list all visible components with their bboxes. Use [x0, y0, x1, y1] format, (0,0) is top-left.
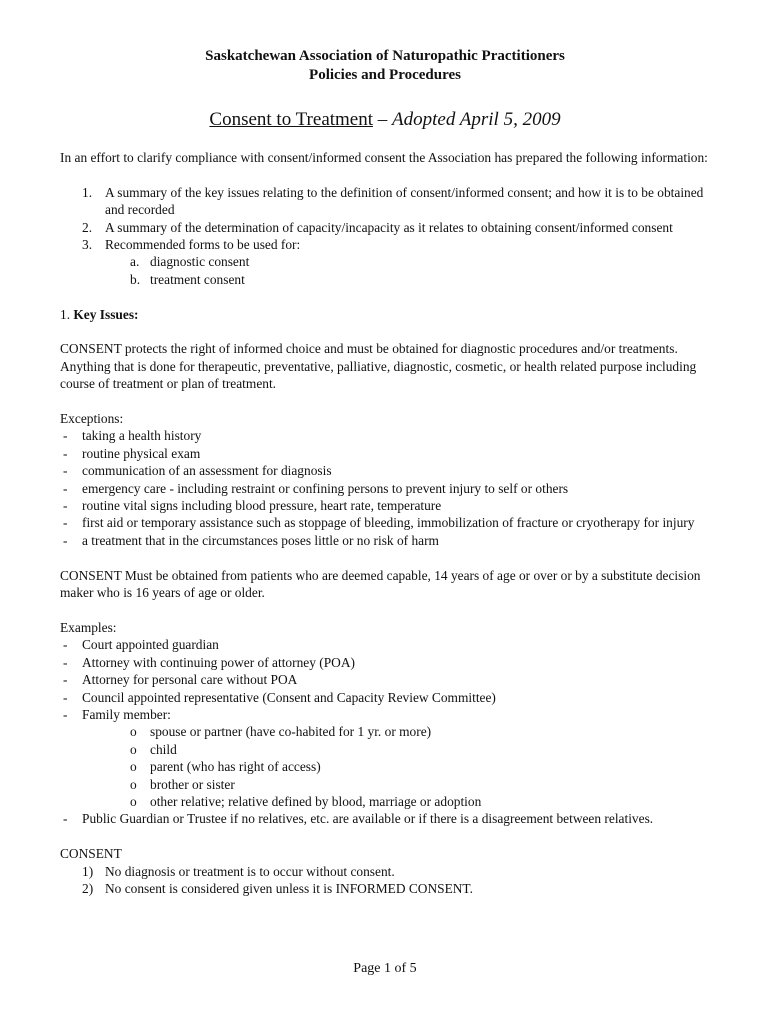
list-item: - Public Guardian or Trustee if no relatives, etc. are available or if there is a disagreement between relatives.: [63, 811, 654, 827]
list-item: 2) No consent is considered given unless it is INFORMED CONSENT.: [82, 880, 473, 896]
list-item: - routine vital signs including blood pressure, heart rate, temperature: [63, 498, 442, 514]
list-item: - communication of an assessment for diagnosis: [63, 463, 332, 479]
list-item: 2. A summary of the determination of capacity/incapacity as it relates to obtaining consent/informed consent: [82, 219, 673, 235]
list-item: - routine physical exam: [63, 445, 201, 461]
list-item: o child: [130, 741, 177, 757]
list-item: - Family member:: [63, 706, 171, 722]
list-item: 1) No diagnosis or treatment is to occur without consent.: [82, 863, 395, 879]
page-number: Page 1 of 5: [353, 961, 417, 976]
list-item: a. diagnostic consent: [130, 254, 250, 270]
exceptions-label: Exceptions:: [60, 411, 124, 427]
list-item: o spouse or partner (have co-habited for 1 yr. or more): [130, 724, 432, 740]
list-item: o brother or sister: [130, 776, 235, 792]
list-item: - Court appointed guardian: [63, 637, 219, 653]
list-item: - Council appointed representative (Consent and Capacity Review Committee): [63, 689, 496, 705]
document-title: [0, 109, 770, 131]
list-item: 3. Recommended forms to be used for:: [82, 237, 301, 253]
capable-paragraph: CONSENT Must be obtained from patients who are deemed capable, 14 years of age or over or by a substitute decision maker who is 16 years of age or older.: [60, 567, 701, 601]
key-issues-heading: 1. Key Issues:: [60, 306, 139, 322]
list-item: b. treatment consent: [130, 271, 245, 287]
consent-rules-list: [60, 863, 720, 898]
examples-label: Examples:: [60, 619, 117, 635]
list-item: - taking a health history: [63, 428, 202, 444]
list-item: o other relative; relative defined by blood, marriage or adoption: [130, 793, 482, 809]
list-item: - emergency care - including restraint or confining persons to prevent injury to self or others: [63, 480, 569, 496]
examples-list-last: [60, 810, 720, 827]
examples-list: [60, 636, 720, 723]
list-item: - first aid or temporary assistance such as stoppage of bleeding, immobilization of fracture or cryotherapy for injury: [63, 515, 695, 531]
summary-list: [60, 184, 720, 254]
consent-rules-label: CONSENT: [60, 846, 122, 862]
list-item: - Attorney with continuing power of attorney (POA): [63, 654, 355, 670]
document-subtitle: Policies and Procedures: [309, 67, 461, 83]
title-dash: –: [373, 109, 393, 130]
list-item: o parent (who has right of access): [130, 759, 321, 775]
list-item: - a treatment that in the circumstances poses little or no risk of harm: [63, 532, 439, 548]
list-item: 1. A summary of the key issues relating to the definition of consent/informed consent; and how it is to be obtained and recorded: [82, 184, 704, 218]
forms-list: [60, 253, 720, 288]
title-adopted-date: Adopted April 5, 2009: [392, 109, 561, 130]
document-body: [60, 149, 720, 897]
title-main: Consent to Treatment: [209, 109, 374, 130]
family-member-list: [60, 723, 720, 810]
consent-paragraph: CONSENT protects the right of informed choice and must be obtained for diagnostic procedures and/or treatments. Anything that is done for therapeutic, preventative, palliative, diagnostic, cosmetic, or health related purpose including course of treatment or plan of treatment.: [60, 341, 697, 392]
intro-paragraph: In an effort to clarify compliance with consent/informed consent the Association has prepared the following information:: [60, 150, 708, 165]
list-item: - Attorney for personal care without POA: [63, 672, 298, 688]
organization-name: Saskatchewan Association of Naturopathic Practitioners: [205, 48, 565, 64]
exceptions-list: [60, 427, 720, 549]
